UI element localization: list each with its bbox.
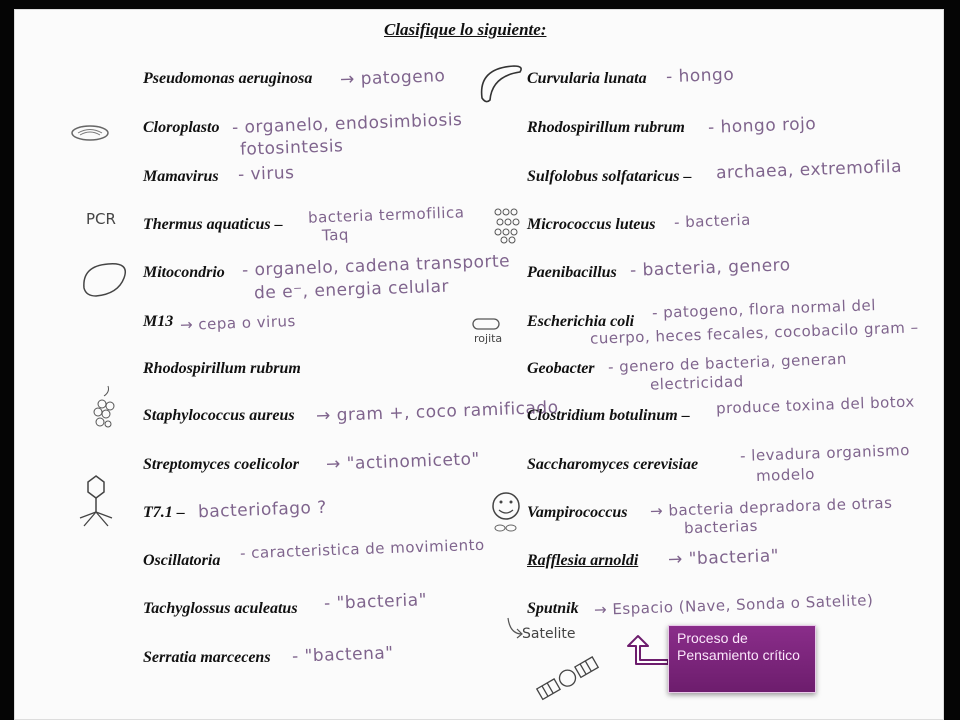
micrococcus-doodle-icon: [492, 206, 526, 244]
right-answer-5: - bacteria, genero: [629, 255, 791, 281]
right-answer-10b: bacterias: [683, 516, 759, 538]
bacteriophage-doodle-icon: [76, 472, 116, 530]
callout-connector-arrow-icon: [622, 634, 672, 668]
left-answer-4b: Taq: [321, 225, 350, 245]
left-answer-5b: de e⁻, energia celular: [253, 276, 450, 304]
satelite-note: Satelite: [522, 626, 576, 642]
left-answer-6: → cepa o virus: [179, 311, 297, 335]
right-item-10: Vampirococcus: [527, 504, 628, 521]
right-answer-3: archaea, extremofila: [715, 156, 903, 184]
left-item-5: Mitocondrio: [143, 264, 225, 281]
right-answer-7: - genero de bacteria, generan: [607, 349, 848, 377]
left-item-12: Tachyglossus aculeatus: [143, 600, 298, 617]
right-answer-9b: modelo: [755, 464, 816, 486]
left-item-8: Staphylococcus aureus: [143, 407, 295, 424]
vampirococcus-doodle-icon: [490, 490, 524, 534]
left-item-1: Pseudomonas aeruginosa: [143, 70, 313, 87]
left-answer-4: bacteria termofilica: [307, 203, 465, 227]
satellite-doodle-icon: [532, 650, 604, 708]
ecoli-doodle-icon: [470, 316, 504, 332]
left-answer-8: → gram +, coco ramificado: [315, 397, 559, 427]
right-item-1: Curvularia lunata: [527, 70, 647, 87]
right-item-7: Geobacter: [527, 360, 595, 377]
right-item-11: Rafflesia arnoldi: [527, 552, 639, 569]
right-answer-4: - bacteria: [673, 210, 752, 232]
right-answer-11: → "bacteria": [667, 546, 780, 570]
right-item-4: Micrococcus luteus: [527, 216, 656, 233]
right-answer-9: - levadura organismo: [739, 441, 911, 465]
left-item-6: M13: [143, 313, 174, 330]
right-item-3: Sulfolobus solfataricus –: [527, 168, 692, 185]
left-answer-5: - organelo, cadena transporte: [241, 251, 511, 281]
left-item-13: Serratia marcecens: [143, 649, 271, 666]
mitochondria-doodle-icon: [78, 258, 132, 300]
rojita-note: rojita: [474, 332, 503, 345]
left-answer-13: - "bactena": [291, 643, 394, 667]
right-item-9: Saccharomyces cerevisiae: [527, 456, 699, 473]
left-answer-12: - "bacteria": [323, 590, 428, 614]
critical-thinking-callout: Proceso de Pensamiento crítico: [668, 625, 816, 693]
right-answer-2: - hongo rojo: [707, 114, 817, 138]
left-item-9: Streptomyces coelicolor: [143, 456, 299, 473]
right-answer-8: produce toxina del botox: [715, 392, 916, 418]
right-answer-10: → bacteria depradora de otras: [649, 493, 893, 521]
right-item-2: Rhodospirillum rubrum: [527, 119, 685, 136]
left-answer-1: → patogeno: [339, 66, 446, 90]
left-item-3: Mamavirus: [143, 168, 219, 185]
staphylococcus-doodle-icon: [86, 384, 122, 436]
worksheet-title: Clasifique lo siguiente:: [384, 20, 547, 39]
left-item-7: Rhodospirillum rubrum: [143, 360, 301, 377]
right-answer-1: - hongo: [665, 64, 735, 88]
left-item-4: Thermus aquaticus –: [143, 216, 283, 233]
right-item-8: Clostridium botulinum –: [527, 407, 690, 424]
right-answer-6b: cuerpo, heces fecales, cocobacilo gram –: [589, 318, 919, 348]
left-answer-10: bacteriofago ?: [197, 497, 328, 523]
left-item-11: Oscillatoria: [143, 552, 221, 569]
left-answer-2: - organelo, endosimbiosis: [231, 109, 463, 139]
left-answer-9: → "actinomiceto": [325, 449, 481, 475]
curvularia-doodle-icon: [474, 60, 526, 104]
right-answer-6: - patogeno, flora normal del: [651, 296, 877, 322]
chloroplast-doodle-icon: [68, 122, 112, 144]
pcr-note: PCR: [86, 210, 116, 228]
right-answer-7b: electricidad: [649, 372, 745, 394]
left-answer-11: - caracteristica de movimiento: [239, 535, 485, 563]
right-item-12: Sputnik: [527, 600, 579, 617]
right-item-5: Paenibacillus: [527, 264, 617, 281]
left-answer-2b: fotosintesis: [239, 136, 344, 160]
left-item-2: Cloroplasto: [143, 119, 220, 136]
arrow-to-satelite-icon: [504, 616, 526, 642]
right-answer-12: → Espacio (Nave, Sonda o Satelite): [593, 591, 874, 619]
left-answer-3: - virus: [237, 163, 295, 185]
left-item-10: T7.1 –: [143, 504, 185, 521]
right-item-6: Escherichia coli: [527, 313, 635, 330]
